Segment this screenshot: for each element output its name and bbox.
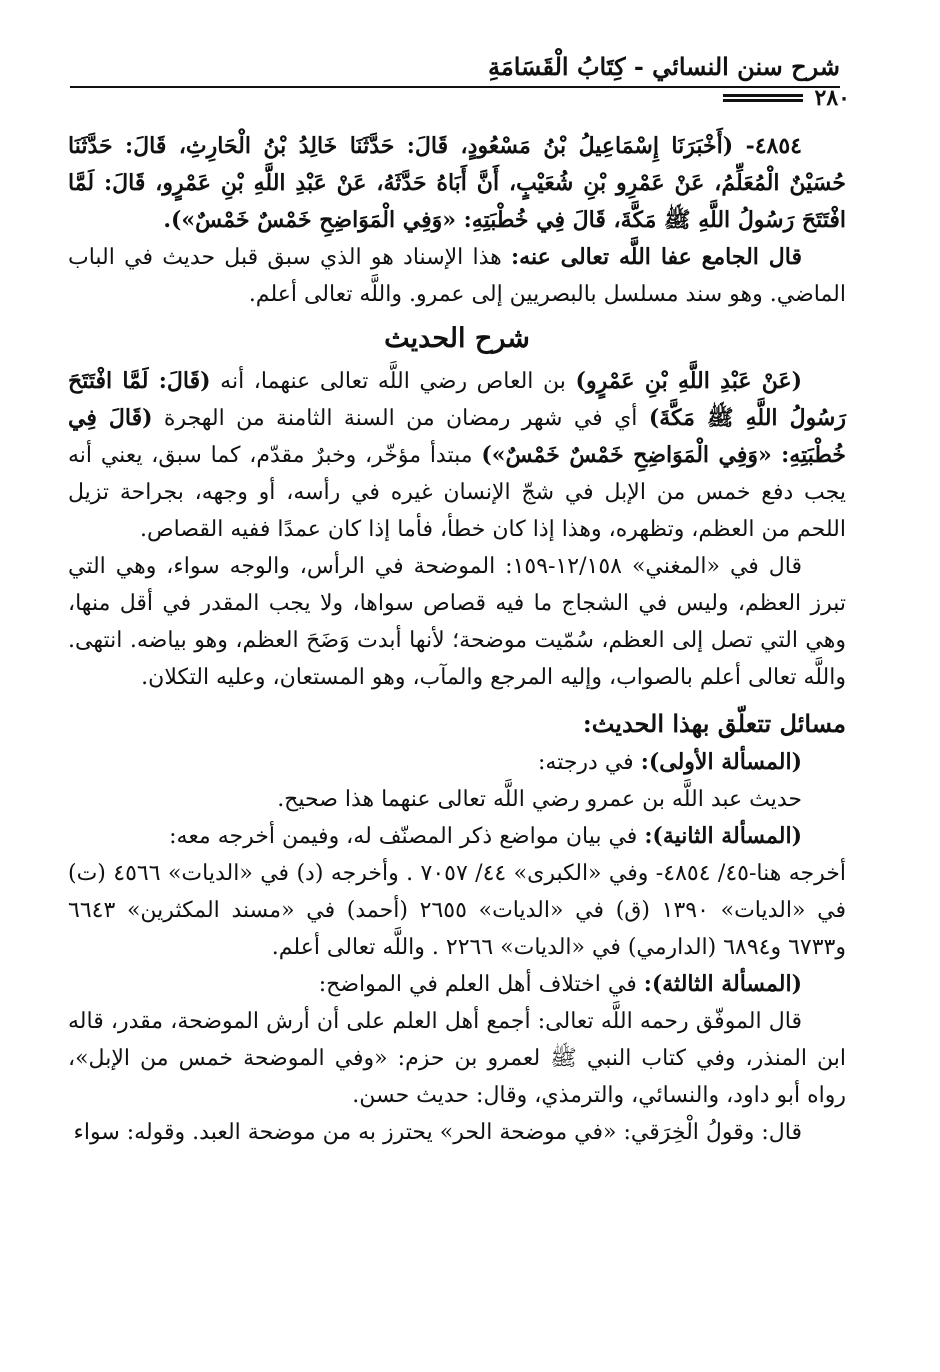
double-rule-ornament xyxy=(723,92,803,104)
issue-3-text-continued: قال: وقولُ الْخِرَقي: «في موضحة الحر» يحترز به من موضحة العبد. وقوله: سواء xyxy=(73,1120,802,1145)
page-content xyxy=(68,128,846,1151)
running-header-title: شرح سنن النسائي - كِتَابُ الْقَسَامَةِ xyxy=(488,52,840,81)
sharh-paragraph-1 xyxy=(68,363,846,548)
issue-3-header xyxy=(68,966,846,1003)
issue-3-text: قال الموفّق رحمه اللَّه تعالى: أجمع أهل العلم على أن أرش الموضحة، مقدر، قاله ابن المنذر، وفي كتاب النبي ﷺ لعمرو بن حزم: «وفي الموضحة خمس من الإبل»، رواه أبو داود، والنسائي، والترمذي، وقال: حديث حسن. xyxy=(68,1009,846,1108)
sharh-quote-2: (قَالَ فِي خُطْبَتِهِ: «وَفِي الْمَوَاضِحِ خَمْسٌ خَمْسٌ») xyxy=(68,405,846,468)
issue-1-label: (المسألة الأولى): xyxy=(640,749,802,775)
sharh-text-c: مبتدأ مؤخّر، وخبرٌ مقدّم، كما سبق، يعني أنه يجب دفع خمس من الإبل في شجّ الإنسان غيره في رأسه، أو وجهه، بجراحة تزيل اللحم من العظم، وتظهره، وهذا إذا كان خطأ، فأما إذا كان عمدًا ففيه القصاص. xyxy=(68,443,846,542)
hadith-text: ٤٨٥٤- (أَخْبَرَنَا إِسْمَاعِيلُ بْنُ مَسْعُودٍ، قَالَ: حَدَّثَنَا خَالِدُ بْنُ الْحَارِثِ، قَالَ: حَدَّثَنَا حُسَيْنٌ الْمُعَلِّمُ، عَنْ عَمْرِو بْنِ شُعَيْبٍ، أَنَّ أَبَاهُ حَدَّثَهُ، عَنْ عَبْدِ اللَّهِ بْنِ عَمْرٍو، قَالَ: لَمَّا افْتَتَحَ رَسُولُ اللَّهِ ﷺ مَكَّةَ، قَالَ فِي خُطْبَتِهِ: «وَفِي الْمَوَاضِحِ خَمْسٌ خَمْسٌ»). xyxy=(68,133,846,233)
sharh-quote-1: (قَالَ: لَمَّا افْتَتَحَ رَسُولُ اللَّهِ ﷺ مَكَّةَ) xyxy=(68,368,846,431)
issue-3-label: (المسألة الثالثة): xyxy=(643,971,802,997)
section-title-sharh: شرح الحديث xyxy=(384,323,530,354)
issue-2-text: أخرجه هنا-٤٥/ ٤٨٥٤- وفي «الكبرى» ٤٤/ ٧٠٥٧ . وأخرجه (د) في «الديات» ٤٥٦٦ (ت) في «الديات» ١٣٩٠ (ق) في «الديات» ٢٦٥٥ (أحمد) في «مسند المكثرين» ٦٦٤٣ و٦٧٣٣ و٦٨٩٤ (الدارمي) في «الديات» ٢٢٦٦ . واللَّه تعالى أعلم. xyxy=(68,861,847,960)
issue-1-header xyxy=(68,744,846,781)
issues-heading: مسائل تتعلّق بهذا الحديث: xyxy=(582,709,846,738)
compiler-note-label: قال الجامع عفا اللَّه تعالى عنه: xyxy=(511,244,803,270)
sharh-quote-narrator: (عَنْ عَبْدِ اللَّهِ بْنِ عَمْرٍو) xyxy=(575,368,803,394)
compiler-note-text: هذا الإسناد هو الذي سبق قبل حديث في الباب الماضي. وهو سند مسلسل بالبصريين إلى عمرو. واللَّه تعالى أعلم. xyxy=(68,245,846,307)
compiler-note xyxy=(68,239,846,313)
sharh-text-b: أي في شهر رمضان من السنة الثامنة من الهجرة xyxy=(163,406,638,431)
page-number: ٢٨٠ xyxy=(814,85,850,111)
issue-2-title: في بيان مواضع ذكر المصنّف له، وفيمن أخرجه معه: xyxy=(169,824,638,849)
issue-2-header xyxy=(68,818,846,855)
sharh-text-a: بن العاص رضي اللَّه تعالى عنهما، أنه xyxy=(220,369,566,394)
issue-3-title: في اختلاف أهل العلم في المواضح: xyxy=(318,972,637,997)
sharh-paragraph-2: قال في «المغني» ١٢/١٥٨-١٥٩: الموضحة في الرأس، والوجه سواء، وهي التي تبرز العظم، وليس في الشجاج ما فيه قصاص سواها، ولا يجب المقدر في أقل منها، وهي التي تصل إلى العظم، سُمّيت موضحة؛ لأنها أبدت وَضَحَ العظم، وهو بياضه. انتهى. واللَّه تعالى أعلم بالصواب، وإليه المرجع والمآب، وهو المستعان، وعليه التكلان. xyxy=(68,554,846,690)
issue-1-text: حديث عبد اللَّه بن عمرو رضي اللَّه تعالى عنهما هذا صحيح. xyxy=(277,787,802,812)
issue-1-title: في درجته: xyxy=(537,750,634,775)
issue-2-label: (المسألة الثانية): xyxy=(644,823,802,849)
page-number-row xyxy=(70,85,850,111)
